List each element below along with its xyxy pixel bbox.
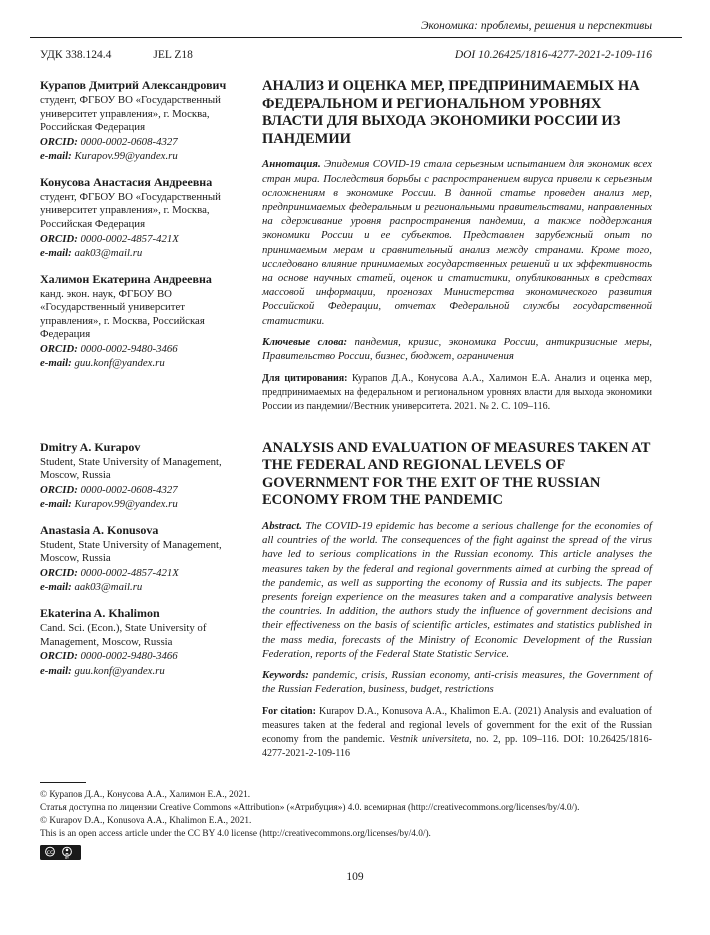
citation-label-ru: Для цитирования: xyxy=(262,373,348,385)
email-value: Kurapov.99@yandex.ru xyxy=(74,498,178,511)
abstract-label-en: Abstract. xyxy=(262,519,302,532)
email-label: e-mail: xyxy=(40,581,72,594)
author-orcid xyxy=(40,566,247,581)
abstract-en xyxy=(262,519,652,661)
orcid-label: ORCID: xyxy=(40,650,78,663)
author-orcid xyxy=(40,135,247,150)
author-name: Конусова Анастасия Андреевна xyxy=(40,174,213,189)
email-label: e-mail: xyxy=(40,247,72,260)
orcid-value: 0000-0002-9480-3466 xyxy=(80,650,178,663)
author-email xyxy=(40,664,247,679)
udc-code: УДК 338.124.4 xyxy=(40,49,112,61)
author-email xyxy=(40,149,247,164)
author-ru-2 xyxy=(40,175,247,261)
orcid-label: ORCID: xyxy=(40,483,78,496)
abstract-label-ru: Аннотация. xyxy=(262,158,321,171)
article-meta-row xyxy=(40,49,652,61)
keywords-en xyxy=(262,668,652,696)
email-value: guu.konf@yandex.ru xyxy=(74,664,165,677)
author-email xyxy=(40,356,247,371)
author-orcid xyxy=(40,483,247,498)
authors-column-ru xyxy=(40,78,247,414)
author-affiliation: Student, State University of Management, Moscow, Russia xyxy=(40,538,222,565)
email-value: aak03@mail.ru xyxy=(74,581,143,594)
author-name: Dmitry A. Kurapov xyxy=(40,439,141,454)
email-label: e-mail: xyxy=(40,664,72,677)
author-en-3 xyxy=(40,606,247,678)
article-info-en xyxy=(262,440,652,761)
email-label: e-mail: xyxy=(40,498,72,511)
author-affiliation: канд. экон. наук, ФГБОУ ВО «Государственный университет управления», г. Москва, Российская Федерация xyxy=(40,287,205,341)
orcid-label: ORCID: xyxy=(40,342,78,355)
author-affiliation: Cand. Sci. (Econ.), State University of Management, Moscow, Russia xyxy=(40,621,207,648)
orcid-label: ORCID: xyxy=(40,232,78,245)
article-title-ru: АНАЛИЗ И ОЦЕНКА МЕР, ПРЕДПРИНИМАЕМЫХ НА ФЕДЕРАЛЬНОМ И РЕГИОНАЛЬНОМ УРОВНЯХ ВЛАСТИ ДЛЯ ВЫХОДА ЭКОНОМИКИ РОССИИ ИЗ ПАНДЕМИИ xyxy=(262,78,640,147)
orcid-value: 0000-0002-4857-421X xyxy=(80,232,179,245)
author-ru-1 xyxy=(40,78,247,164)
abstract-text-en: The COVID-19 epidemic has become a serious challenge for the economies of all countries of the world. The consequences of the fight against the spread of the virus have led to serious complications in the Russian economy. This article analyses the measures taken by the federal and regional governments aimed at curbing the spread of the pandemic, as well as supporting the economy of Russia and its subjects. The paper presents foreign experience on the measures taken and a comparative analysis between the countries. In addition, the authors study the influence of government decisions and their effectiveness on the basis of scientific articles, estimates and statistics published in the mass media, forecasts of the Ministry of Economic Development of the Russian Federation, reports of the Federal State Statistic Service. xyxy=(262,519,652,660)
email-value: Kurapov.99@yandex.ru xyxy=(74,150,178,163)
page-number: 109 xyxy=(346,871,364,883)
author-orcid xyxy=(40,232,247,247)
author-affiliation: студент, ФГБОУ ВО «Государственный университет управления», г. Москва, Российская Федерация xyxy=(40,94,221,134)
author-ru-3 xyxy=(40,272,247,371)
authors-column-en xyxy=(40,440,247,761)
orcid-value: 0000-0002-9480-3466 xyxy=(80,342,178,355)
author-name: Курапов Дмитрий Александрович xyxy=(40,78,227,92)
cc-by-license-icon xyxy=(40,845,81,860)
main-content xyxy=(40,78,652,761)
keywords-text-ru: пандемия, кризис, экономика России, антикризисные меры, Правительство России, бизнес, бюджет, ограничения xyxy=(262,335,652,363)
author-en-2 xyxy=(40,523,247,595)
author-name: Халимон Екатерина Андреевна xyxy=(40,271,212,286)
citation-journal-name: Vestnik universiteta xyxy=(389,734,470,746)
citation-text-post: , no. 2, pp. 109–116. DOI: 10.26425/1816-4277-2021-2-109-116 xyxy=(262,734,652,759)
header-rule xyxy=(30,37,682,38)
citation-en xyxy=(262,705,652,760)
author-en-1 xyxy=(40,440,247,512)
citation-ru xyxy=(262,372,652,413)
abstract-ru xyxy=(262,157,652,327)
author-email xyxy=(40,580,247,595)
classification-codes xyxy=(40,49,193,61)
footnote-rule xyxy=(40,782,86,783)
footnote-block xyxy=(40,782,652,860)
orcid-value: 0000-0002-4857-421X xyxy=(80,566,179,579)
author-orcid xyxy=(40,342,247,357)
copyright-en: © Kurapov D.A., Konusova A.A., Khalimon E.A., 2021. xyxy=(40,816,252,826)
article-title-en: ANALYSIS AND EVALUATION OF MEASURES TAKEN AT THE FEDERAL AND REGIONAL LEVELS OF GOVERNMENT FOR THE EXIT OF THE RUSSIAN ECONOMY FROM THE PANDEMIC xyxy=(262,439,651,509)
author-name: Anastasia A. Konusova xyxy=(40,522,159,537)
author-email xyxy=(40,246,247,261)
author-name: Ekaterina A. Khalimon xyxy=(40,605,160,620)
orcid-label: ORCID: xyxy=(40,566,78,579)
orcid-value: 0000-0002-0608-4327 xyxy=(80,483,178,496)
email-label: e-mail: xyxy=(40,150,72,163)
jel-code: JEL Z18 xyxy=(153,49,193,61)
author-affiliation: Student, State University of Management, Moscow, Russia xyxy=(40,455,222,482)
journal-section-header: Экономика: проблемы, решения и перспективы xyxy=(420,20,652,32)
license-en: This is an open access article under the CC BY 4.0 license (http://creativecommons.org/licenses/by/4.0/). xyxy=(40,829,431,839)
keywords-label-en: Keywords: xyxy=(262,669,309,682)
author-affiliation: студент, ФГБОУ ВО «Государственный университет управления», г. Москва, Российская Федерация xyxy=(40,190,221,230)
author-orcid xyxy=(40,649,247,664)
svg-text:BY: BY xyxy=(65,856,69,860)
citation-label-en: For citation: xyxy=(262,706,316,718)
svg-text:cc: cc xyxy=(46,848,54,856)
abstract-text-ru: Эпидемия COVID-19 стала серьезным испытанием для экономик всех стран мира. Последствия борьбы с распространением вируса привели к серьезным осложнениям в экономике России. В данной статье проведен анализ мер, предпринимаемых федеральным и региональными правительствами, направленных на сдерживание уровня распространения пандемии, а также поддержания экономики России и ее субъектов. Представлен зарубежный опыт по принимаемым мерам и сравнительный анализ между странами. Кроме того, исследовано влияние принимаемых государственных решений и их эффективность на основе научных статей, оценок и статистики, опубликованных в средствах массовой информации, прогнозах Министерства экономического развития Российской Федерации, отчетах Федеральной службы государственной статистики. xyxy=(262,158,652,327)
keywords-ru xyxy=(262,335,652,363)
email-label: e-mail: xyxy=(40,357,72,370)
article-info-ru xyxy=(262,78,652,414)
email-value: guu.konf@yandex.ru xyxy=(74,357,165,370)
citation-text-pre: Kurapov D.A., Konusova A.A., Khalimon E.A. (2021) Analysis and evaluation of measures taken at the federal and regional levels of government for the exit of the Russian economy from the pandemic. xyxy=(262,706,653,746)
orcid-value: 0000-0002-0608-4327 xyxy=(80,135,178,148)
keywords-text-en: pandemic, crisis, Russian economy, anti-crisis measures, the Government of the Russian Federation, business, budget, restrictions xyxy=(262,669,653,696)
email-value: aak03@mail.ru xyxy=(74,247,143,260)
copyright-ru: © Курапов Д.А., Конусова А.А., Халимон Е.А., 2021. xyxy=(40,790,251,800)
author-email xyxy=(40,497,247,512)
license-ru: Статья доступна по лицензии Creative Commons «Attribution» («Атрибуция») 4.0. всемирная (http://creativecommons.org/licenses/by/4.0/). xyxy=(40,803,580,813)
keywords-label-ru: Ключевые слова: xyxy=(262,335,348,348)
doi: DOI 10.26425/1816-4277-2021-2-109-116 xyxy=(454,49,652,61)
orcid-label: ORCID: xyxy=(40,135,78,148)
citation-text-ru: Курапов Д.А., Конусова А.А., Халимон Е.А. Анализ и оценка мер, предпринимаемых на федеральном и региональном уровнях власти для выхода экономики России из пандемии//Вестник университета. 2021. № 2. С. 109–116. xyxy=(262,373,653,412)
